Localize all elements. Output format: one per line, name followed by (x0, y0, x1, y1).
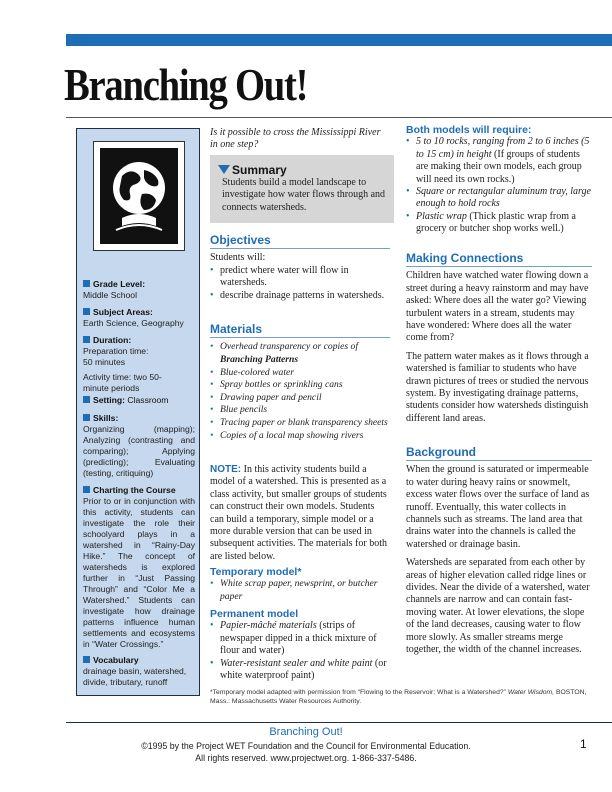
skills-section (83, 413, 195, 479)
charting-course-label: Charting the Course (83, 485, 195, 496)
sidebar (76, 128, 200, 696)
grade-level-section (83, 279, 195, 301)
making-connections-p2: The pattern water makes as it flows through a watershed is familiar to students who have drawn pictures of trees or studied the nervous system. By investigating drainage patterns, students consider how watersheds distinguish different land areas. (406, 350, 589, 424)
list-item: • Blue-colored water (210, 367, 390, 380)
section-rule (406, 266, 592, 267)
skills-label: Skills: (83, 413, 195, 424)
list-item: • Blue pencils (210, 404, 390, 417)
objectives-lead: Students will: (210, 252, 266, 264)
setting-section (83, 395, 195, 406)
vocabulary-section (83, 655, 195, 688)
list-item: • Drawing paper and pencil (210, 392, 390, 405)
summary-box (210, 155, 394, 223)
top-accent-bar (66, 34, 612, 46)
summary-heading: Summary (218, 163, 287, 177)
making-connections-p1: Children have watched water flowing down a street during a heavy rainstorm and may have asked: Where does all the water go? Viewing turbulent waters in a stream, students may have wondered: Where does all the water come from? (406, 270, 589, 344)
list-item: • Papier-mâché materials (strips of newspaper dipped in a thick mixture of flour and water) (210, 620, 390, 657)
temporary-model-section (210, 566, 390, 603)
preparation-time: Preparation time: 50 minutes (83, 346, 149, 367)
intro-question: Is it possible to cross the Mississippi River in one step? (210, 127, 381, 150)
globe-illustration (93, 141, 185, 251)
subject-areas-value: Earth Science, Geography (83, 318, 184, 328)
square-bullet-icon (83, 486, 90, 493)
subject-areas-label: Subject Areas: (83, 307, 195, 318)
list-item: • Square or rectangular aluminum tray, large enough to hold rocks (406, 186, 592, 211)
list-item: • Spray bottles or sprinkling cans (210, 379, 390, 392)
making-connections-section (406, 252, 592, 425)
making-connections-heading: Making Connections (406, 251, 524, 265)
section-rule (210, 337, 390, 338)
list-item: • Tracing paper or blank transparency sheets (210, 417, 390, 430)
list-item: • Water-resistant sealer and white paint (or white waterproof paint) (210, 658, 390, 683)
square-bullet-icon (83, 414, 90, 421)
permanent-model-list (210, 620, 390, 682)
skills-value: Organizing (mapping); Analyzing (contrasting and comparing); Applying (predicting); Evaluating (testing, critiquing) (83, 424, 195, 478)
list-item: • Copies of a local map showing rivers (210, 430, 390, 443)
permanent-model-heading: Permanent model (210, 608, 299, 620)
square-bullet-icon (83, 280, 90, 287)
setting-line: Setting: Classroom (83, 395, 195, 406)
footer-rights: All rights reserved. www.projectwet.org. 1-866-337-5486. (195, 753, 417, 763)
vocabulary-value: drainage basin, watershed, divide, tributary, runoff (83, 666, 187, 687)
permanent-model-section (210, 608, 390, 682)
list-item: • 5 to 10 rocks, ranging from 2 to 6 inches (5 to 15 cm) in height (If groups of students are making their own models, each group will need its own rocks.) (406, 136, 592, 186)
materials-heading: Materials (210, 322, 263, 336)
footer-title: Branching Out! (269, 726, 343, 738)
materials-list (210, 341, 390, 442)
footnote: *Temporary model adapted with permission from “Flowing to the Reservoir: What is a Watershed?” Water Wisdom, BOSTON, Mass.: Massachusetts Water Resources Authority. (210, 689, 587, 705)
globe-icon (100, 148, 178, 244)
page-number: 1 (580, 737, 587, 751)
vocabulary-label: Vocabulary (83, 655, 195, 666)
subject-areas-section (83, 307, 195, 329)
background-p2: Watersheds are separated from each other by areas of higher elevation called ridge lines or divides. Near the divide of a watershed, water channels are narrow and can contain fast-moving water. At lower elevations, the slope of the land decreases, causing water to flow more slowly. As smaller streams merge together, the width of the channel increases. (406, 557, 590, 656)
temporary-model-list (210, 578, 390, 603)
footer-copyright: ©1995 by the Project WET Foundation and the Council for Environmental Education. (141, 741, 471, 751)
background-heading: Background (406, 445, 477, 459)
note-text: In this activity students build a model of a watershed. This is presented as a class activity, but smaller groups of students can construct their own models. Students can build a temporary, simple model or a more durable version that can be used in subsequent activities. The materials for both are listed below. (210, 464, 387, 562)
objectives-heading: Objectives (210, 233, 271, 247)
section-rule (406, 460, 592, 461)
background-section (406, 446, 592, 657)
materials-section (210, 323, 390, 442)
section-rule (210, 248, 390, 249)
setting-value: Classroom (127, 395, 169, 405)
activity-time: Activity time: two 50-minute periods (83, 372, 162, 393)
list-item: • describe drainage patterns in watersheds. (210, 290, 390, 302)
temporary-model-heading: Temporary model* (210, 566, 302, 578)
objectives-list (210, 265, 390, 302)
title-divider (66, 117, 612, 118)
globe-frame (100, 148, 178, 244)
square-bullet-icon (83, 308, 90, 315)
square-bullet-icon (83, 396, 90, 403)
both-models-list (406, 136, 592, 235)
footer-divider (66, 722, 612, 723)
background-p1: When the ground is saturated or impermeable to water during heavy rains or snowmelt, excess water flows over the surface of land as runoff. Eventually, this water collects in channels such as streams. The land area that drains water into the channels is called the watershed or drainage basin. (406, 464, 590, 550)
charting-course-text: Prior to or in conjunction with this activity, students can investigate the role their schoolyard plays in a watershed in “Rainy-Day Hike.” The concept of watersheds is explored further in “Just Passing Through” and “Color Me a Watershed.” Students can investigate how drainage patterns influence human settlements and ecosystems in “Water Crossings.” (83, 496, 195, 649)
duration-label: Duration: (83, 335, 195, 346)
objectives-section (210, 234, 390, 302)
list-item: • Overhead transparency or copies of Branching Patterns (210, 341, 390, 366)
note-paragraph (210, 464, 390, 563)
square-bullet-icon (83, 656, 90, 663)
square-bullet-icon (83, 336, 90, 343)
page-title: Branching Out! (64, 59, 308, 110)
grade-level-label: Grade Level: (83, 279, 195, 290)
list-item: • predict where water will flow in watersheds. (210, 265, 390, 290)
duration-section (83, 335, 195, 394)
triangle-down-icon (218, 165, 230, 174)
list-item: • Plastic wrap (Thick plastic wrap from a grocery or butcher shop works well.) (406, 211, 592, 236)
summary-text: Students build a model landscape to investigate how water flows through and connects watersheds. (222, 177, 386, 213)
both-models-heading: Both models will require: (406, 124, 532, 136)
note-label: NOTE: (210, 464, 242, 475)
charting-course-section (83, 485, 195, 650)
grade-level-value: Middle School (83, 290, 137, 300)
list-item: • White scrap paper, newsprint, or butcher paper (210, 578, 390, 603)
both-models-section (406, 124, 592, 236)
